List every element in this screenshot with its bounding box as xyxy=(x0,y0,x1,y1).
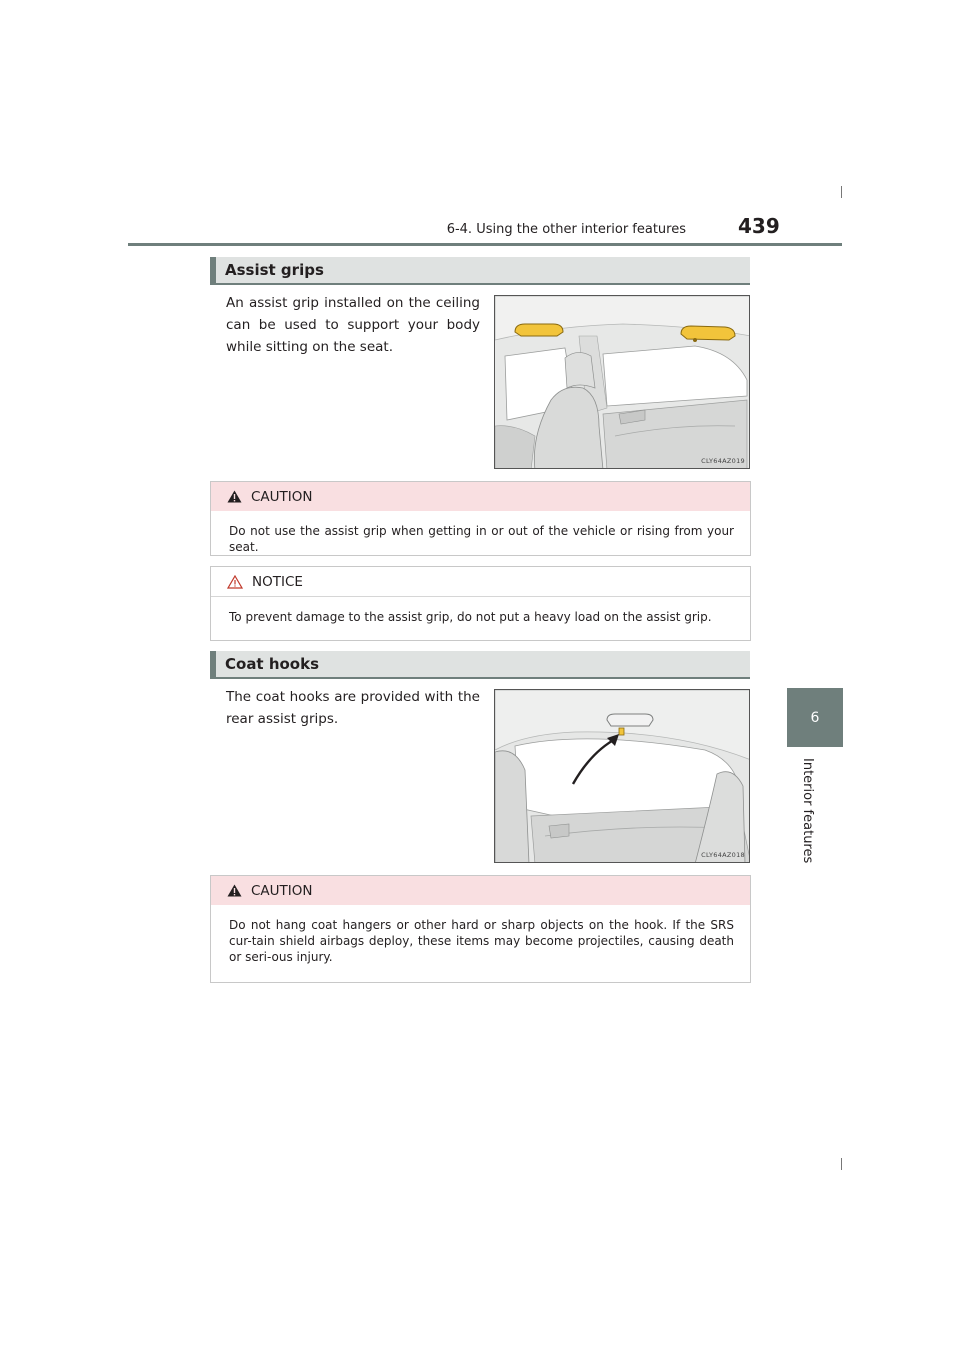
chapter-number: 6 xyxy=(810,709,820,726)
caution-label: CAUTION xyxy=(251,882,313,899)
caution-text: Do not hang coat hangers or other hard or sharp objects on the hook. If the SRS cur-tain shield airbags deploy, these items may become projectiles, causing death or seri-ous injury. xyxy=(229,918,734,964)
figure-code: CLY64AZ018 xyxy=(701,851,745,859)
crop-mark-bottom xyxy=(841,1158,842,1170)
caution-label: CAUTION xyxy=(251,488,313,505)
caution-text: Do not use the assist grip when getting in or out of the vehicle or rising from your seat. xyxy=(229,524,734,554)
running-header-title: 6-4. Using the other interior features xyxy=(446,222,686,237)
section-heading-coat-hooks: Coat hooks xyxy=(210,651,750,679)
notice-header xyxy=(211,567,750,597)
coat-hooks-illustration xyxy=(494,689,750,863)
assist-grips-description: An assist grip installed on the ceiling can be used to support your body while sitting on the seat. xyxy=(226,295,480,355)
warning-triangle-filled-icon xyxy=(227,490,242,503)
chapter-label: Interior features xyxy=(800,758,815,864)
header-rule xyxy=(128,243,842,246)
figure-code: CLY64AZ019 xyxy=(701,457,745,465)
warning-triangle-filled-icon xyxy=(227,884,242,897)
caution-header xyxy=(211,482,750,511)
notice-label: NOTICE xyxy=(252,573,303,590)
page-number: 439 xyxy=(738,214,780,238)
notice-text: To prevent damage to the assist grip, do not put a heavy load on the assist grip. xyxy=(229,610,712,624)
chapter-tab xyxy=(787,688,843,747)
notice-box-assist-grip xyxy=(210,566,751,641)
caution-header xyxy=(211,876,750,905)
assist-grips-svg xyxy=(495,296,750,469)
coat-hooks-svg xyxy=(495,690,750,863)
coat-hooks-description: The coat hooks are provided with the rear assist grips. xyxy=(226,689,480,727)
warning-triangle-outline-icon xyxy=(227,575,243,589)
assist-grips-illustration xyxy=(494,295,750,469)
section-heading-assist-grips: Assist grips xyxy=(210,257,750,285)
caution-box-assist-grip xyxy=(210,481,751,556)
caution-box-coat-hook xyxy=(210,875,751,983)
crop-mark-top xyxy=(841,186,842,198)
